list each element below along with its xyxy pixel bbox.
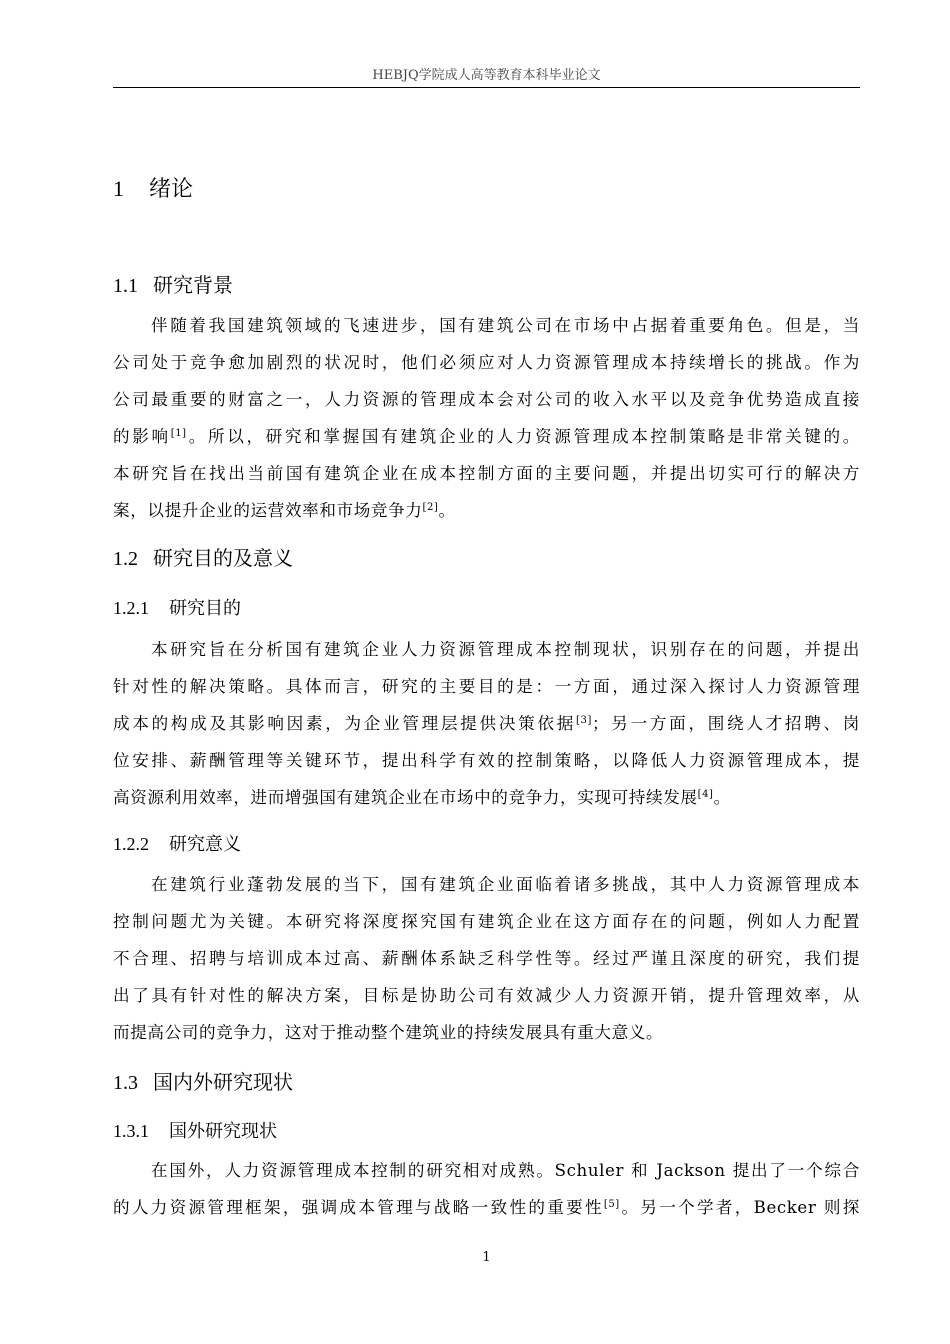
text-line: 而提高公司的竞争力，这对于推动整个建筑业的持续发展具有重大意义。	[113, 1023, 664, 1042]
header-rule	[113, 87, 860, 88]
subsection-heading-1-2-1	[113, 594, 860, 620]
section-number: 1.1	[113, 275, 138, 297]
running-header: HEBJQ学院成人高等教育本科毕业论文	[372, 68, 601, 83]
subsection-number: 1.3.1	[113, 1121, 149, 1141]
text-line: 控制问题尤为关键。本研究将深度探究国有建筑企业在这方面存在的问题，例如人力配置	[113, 912, 860, 931]
section-number: 1.3	[113, 1072, 138, 1094]
subsection-number: 1.2.2	[113, 834, 149, 854]
paragraph-research-purpose	[113, 631, 860, 816]
text-line: 伴随着我国建筑领域的飞速进步，国有建筑公司在市场中占据着重要角色。但是，当	[151, 316, 860, 335]
text-line: 本研究旨在找出当前国有建筑企业在成本控制方面的主要问题，并提出切实可行的解决方	[113, 464, 860, 483]
citation-ref: [2]	[422, 502, 439, 513]
chapter-number: 1	[113, 176, 124, 201]
text-line: 成本的构成及其影响因素，为企业管理层提供决策依据[3]；另一方面，围绕人才招聘、岗	[113, 714, 860, 733]
section-title: 国内外研究现状	[153, 1070, 293, 1094]
subsection-title: 研究目的	[169, 598, 241, 619]
section-title: 研究目的及意义	[153, 546, 293, 570]
section-heading-1-3	[113, 1066, 860, 1095]
subsection-number: 1.2.1	[113, 598, 149, 618]
section-title: 研究背景	[153, 273, 233, 297]
section-heading-1-1	[113, 269, 860, 298]
text-line: 案，以提升企业的运营效率和市场竞争力[2]。	[113, 501, 456, 520]
text-line: 高资源利用效率，进而增强国有建筑企业在市场中的竞争力，实现可持续发展[4]。	[113, 788, 731, 807]
chapter-heading	[113, 172, 860, 203]
citation-ref: [4]	[697, 789, 714, 800]
paragraph-research-significance	[113, 866, 860, 1051]
subsection-title: 研究意义	[169, 834, 241, 855]
text-line: 不合理、招聘与培训成本过高、薪酬体系缺乏科学性等。经过严谨且深度的研究，我们提	[113, 949, 860, 968]
subsection-title: 国外研究现状	[169, 1121, 277, 1142]
text-line: 在建筑行业蓬勃发展的当下，国有建筑企业面临着诸多挑战，其中人力资源管理成本	[151, 875, 860, 894]
text-line: 针对性的解决策略。具体而言，研究的主要目的是：一方面，通过深入探讨人力资源管理	[113, 677, 860, 696]
subsection-heading-1-3-1	[113, 1117, 860, 1143]
text-line: 的人力资源管理框架，强调成本管理与战略一致性的重要性[5]。另一个学者，Becker 则探	[113, 1198, 860, 1217]
citation-ref: [5]	[603, 1199, 620, 1210]
text-line: 出了具有针对性的解决方案，目标是协助公司有效减少人力资源开销，提升管理效率，从	[113, 986, 860, 1005]
text-line: 公司最重要的财富之一，人力资源的管理成本会对公司的收入水平以及竞争优势造成直接	[113, 390, 860, 409]
text-line: 本研究旨在分析国有建筑企业人力资源管理成本控制现状，识别存在的问题，并提出	[151, 640, 860, 659]
citation-ref: [3]	[576, 715, 592, 726]
subsection-heading-1-2-2	[113, 830, 860, 856]
text-line: 位安排、薪酬管理等关键环节，提出科学有效的控制策略，以降低人力资源管理成本，提	[113, 751, 860, 770]
text-line: 的影响[1]。所以，研究和掌握国有建筑企业的人力资源管理成本控制策略是非常关键的。	[113, 427, 860, 446]
paragraph-foreign-research	[113, 1152, 860, 1226]
citation-ref: [1]	[170, 428, 187, 439]
text-line: 在国外，人力资源管理成本控制的研究相对成熟。Schuler 和 Jackson 提出了一个综合	[151, 1161, 860, 1180]
page-number: 1	[482, 1250, 491, 1265]
text-line: 公司处于竞争愈加剧烈的状况时，他们必须应对人力资源管理成本持续增长的挑战。作为	[113, 353, 860, 372]
section-number: 1.2	[113, 548, 138, 570]
chapter-title: 绪论	[149, 177, 194, 202]
section-heading-1-2	[113, 542, 860, 571]
paragraph-research-background	[113, 307, 860, 529]
